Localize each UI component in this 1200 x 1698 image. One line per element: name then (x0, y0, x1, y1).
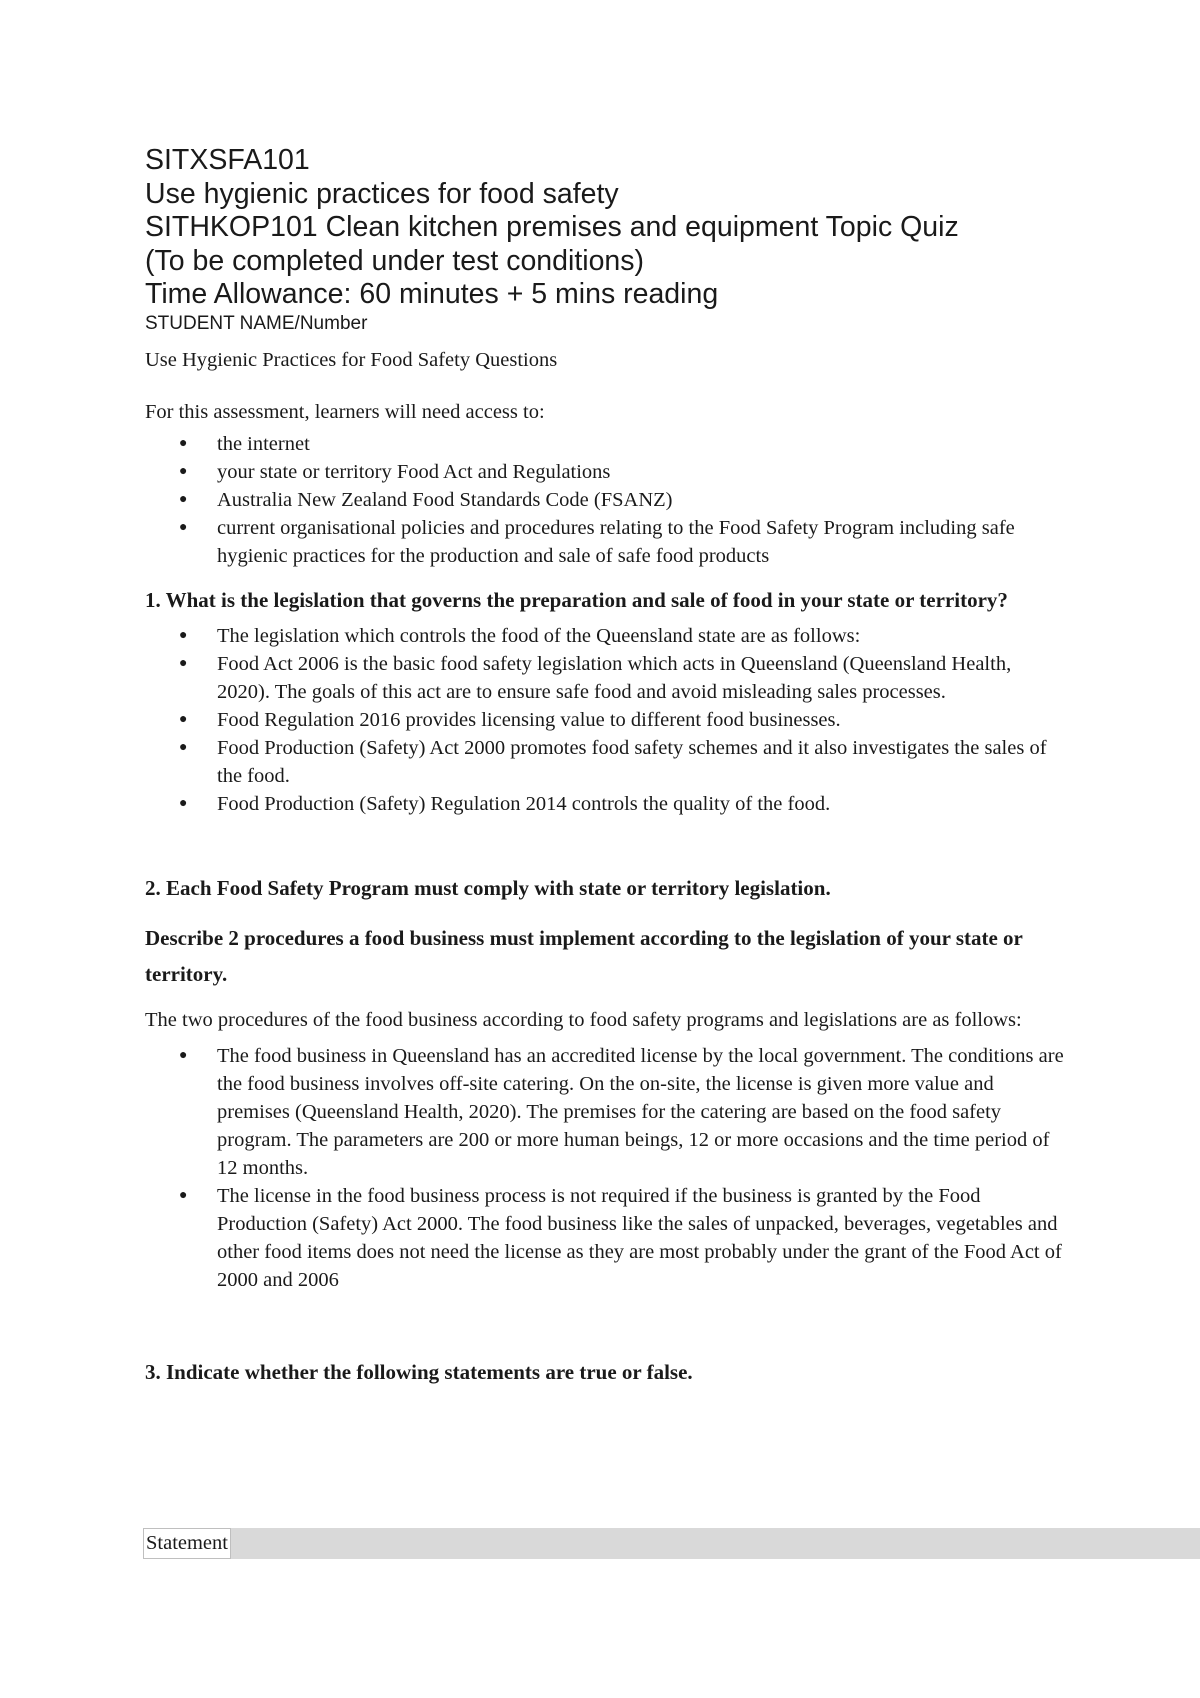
list-item: ● Food Production (Safety) Regulation 2014 controls the quality of the food. (217, 790, 1065, 818)
list-item: ● The license in the food business process is not required if the business is granted by the Food Production (Safety) Act 2000. The food business like the sales of unpacked, beverages, vegetables and other food items does not need the license as they are most probably under the grant of the Food Act of 2000 and 2006 (217, 1182, 1065, 1294)
answer-2-list (145, 1042, 1065, 1294)
answer-1-list (145, 622, 1065, 818)
time-allowance: Time Allowance: 60 minutes + 5 mins reading (145, 278, 719, 310)
access-intro: For this assessment, learners will need access to: (145, 400, 545, 423)
unit-code: SITXSFA101 (145, 144, 310, 176)
list-item: ● Food Production (Safety) Act 2000 promotes food safety schemes and it also investigates the sales of the food. (217, 734, 1065, 790)
list-item: ● your state or territory Food Act and Regulations (217, 458, 1065, 486)
list-item: ● Australia New Zealand Food Standards Code (FSANZ) (217, 486, 1065, 514)
statement-column-header: Statement (143, 1528, 231, 1559)
section-title: Use Hygienic Practices for Food Safety Questions (145, 348, 558, 371)
student-name-label: STUDENT NAME/Number (145, 312, 368, 334)
document-body (145, 144, 1065, 1390)
question-2-sub: Describe 2 procedures a food business must implement according to the legislation of your state or territory. (145, 925, 1023, 986)
question-3: 3. Indicate whether the following statements are true or false. (145, 1359, 693, 1384)
unit-title: Use hygienic practices for food safety (145, 177, 619, 210)
statement-table-header-row (143, 1528, 1200, 1559)
answer-2-intro: The two procedures of the food business according to food safety programs and legislations are as follows: (145, 1008, 1022, 1031)
list-item: ● The legislation which controls the food of the Queensland state are as follows: (217, 622, 1065, 650)
access-list (145, 430, 1065, 570)
list-item: ● the internet (217, 430, 1065, 458)
question-2: 2. Each Food Safety Program must comply with state or territory legislation. (145, 875, 831, 900)
question-1: 1. What is the legislation that governs the preparation and sale of food in your state or territory? (145, 587, 1008, 612)
test-conditions: (To be completed under test conditions) (145, 244, 645, 277)
list-item: ● current organisational policies and procedures relating to the Food Safety Program including safe hygienic practices for the production and sale of safe food products (217, 514, 1065, 570)
list-item: ● Food Regulation 2016 provides licensing value to different food businesses. (217, 706, 1065, 734)
list-item: ● Food Act 2006 is the basic food safety legislation which acts in Queensland (Queensland Health, 2020). The goals of this act are to ensure safe food and avoid misleading sales processes. (217, 650, 1065, 706)
quiz-title: SITHKOP101 Clean kitchen premises and equipment Topic Quiz (145, 211, 959, 243)
list-item: ● The food business in Queensland has an accredited license by the local government. The conditions are the food business involves off-site catering. On the on-site, the license is given more value and premises (Queensland Health, 2020). The premises for the catering are based on the food safety program. The parameters are 200 or more human beings, 12 or more occasions and the time period of 12 months. (217, 1042, 1065, 1182)
